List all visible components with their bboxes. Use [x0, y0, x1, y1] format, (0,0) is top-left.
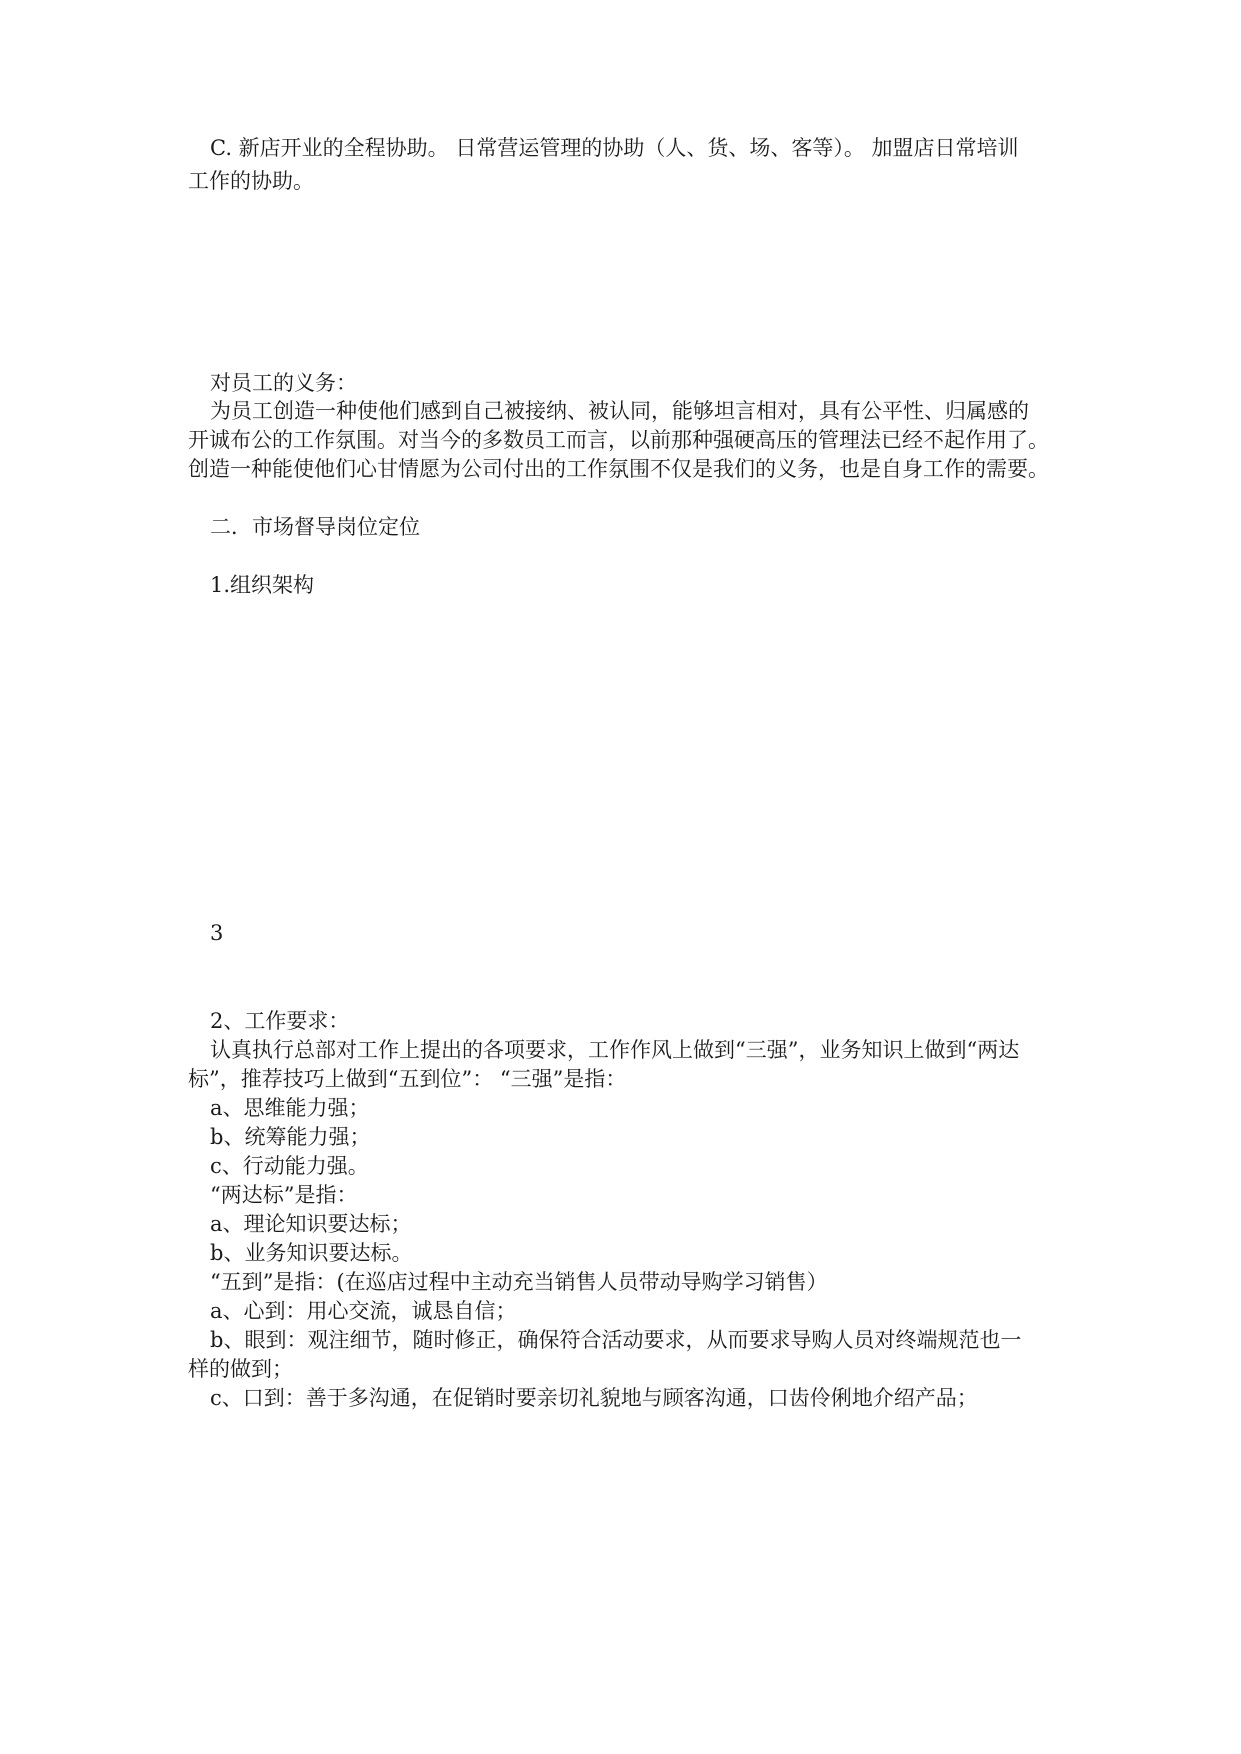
requirements-line-2: 标”，推荐技巧上做到“五到位”： “三强”是指：	[188, 1067, 627, 1091]
requirements-item-c: c、行动能力强。	[210, 1154, 369, 1178]
employee-duty-line-2: 开诚布公的工作氛围。对当今的多数员工而言，以前那种强硬高压的管理法已经不起作用了。	[188, 428, 1049, 452]
employee-duty-title: 对员工的义务：	[210, 371, 357, 395]
section-two-subtitle: 1.组织架构	[210, 573, 315, 597]
requirements-item-a: a、思维能力强；	[210, 1096, 370, 1120]
section-two-title: 二．市场督导岗位定位	[210, 515, 420, 539]
five-points-item-c: c、口到：善于多沟通，在促销时要亲切礼貌地与顾客沟通，口齿伶俐地介绍产品；	[210, 1386, 978, 1410]
requirements-title: 2、工作要求：	[210, 1009, 350, 1033]
two-standards-item-b: b、业务知识要达标。	[210, 1241, 413, 1265]
five-points-title: “五到”是指：(在巡店过程中主动充当销售人员带动导购学习销售）	[210, 1270, 828, 1294]
section-c-line-2: 工作的协助。	[188, 169, 314, 193]
requirements-item-b: b、统筹能力强；	[210, 1125, 371, 1149]
section-c-line-1: C. 新店开业的全程协助。 日常营运管理的协助（人、货、场、客等）。 加盟店日常培训	[210, 136, 1019, 160]
two-standards-item-a: a、理论知识要达标；	[210, 1212, 412, 1236]
requirements-line-1: 认真执行总部对工作上提出的各项要求，工作作风上做到“三强”，业务知识上做到“两达	[210, 1038, 1020, 1062]
two-standards-title: “两达标”是指：	[210, 1183, 358, 1207]
employee-duty-line-1: 为员工创造一种使他们感到自己被接纳、被认同，能够坦言相对，具有公平性、归属感的	[210, 399, 1029, 423]
five-points-item-b-line-1: b、眼到：观注细节，随时修正，确保符合活动要求，从而要求导购人员对终端规范也一	[210, 1328, 1022, 1352]
employee-duty-line-3: 创造一种能使他们心甘情愿为公司付出的工作氛围不仅是我们的义务，也是自身工作的需要。	[188, 457, 1049, 481]
five-points-item-a: a、心到：用心交流，诚恳自信；	[210, 1299, 517, 1323]
page-number: 3	[210, 921, 224, 945]
five-points-item-b-line-2: 样的做到；	[188, 1357, 293, 1381]
